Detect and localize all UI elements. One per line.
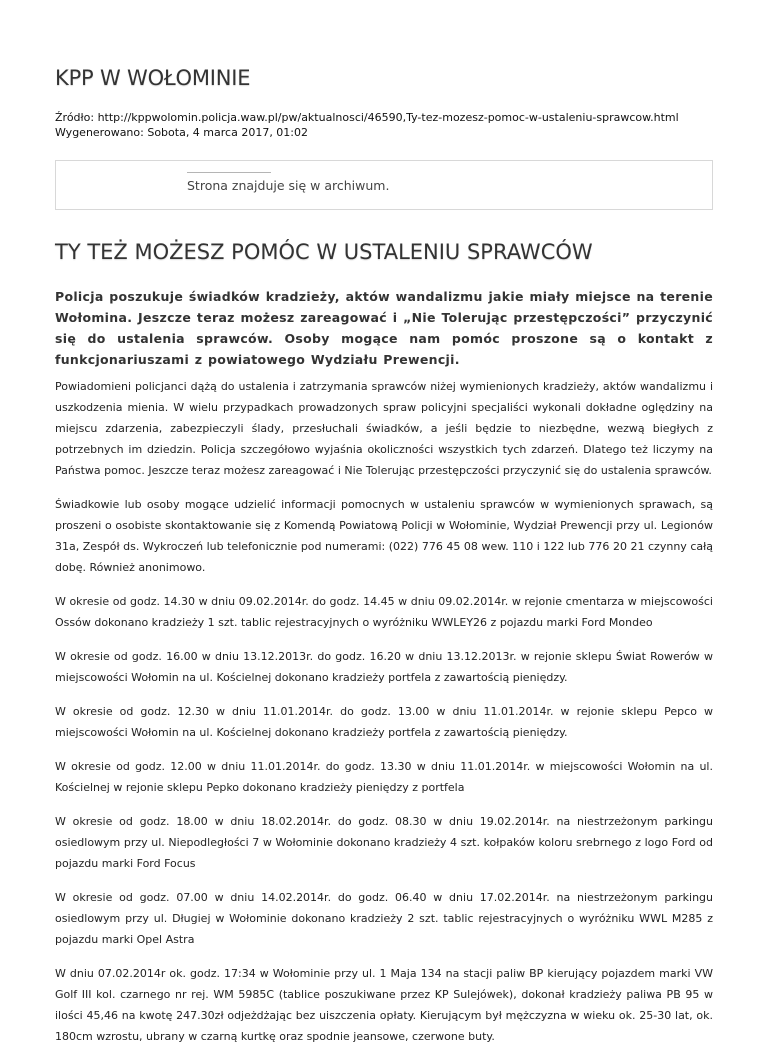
article-paragraph: W okresie od godz. 07.00 w dniu 14.02.2014r. do godz. 06.40 w dniu 17.02.2014r. na niestrzeżonym parkingu osiedlowym przy ul. Długiej w Wołominie dokonano kradzieży 2 szt. tablic rejestracyjnych o wyróżniku WWL M285 z pojazdu marki Opel Astra (55, 891, 713, 946)
article-paragraph: Powiadomieni policjanci dążą do ustalenia i zatrzymania sprawców niżej wymienionych kradzieży, aktów wandalizmu i uszkodzenia mienia. W wielu przypadkach prowadzonych spraw policyjni specjaliści wykonali dokładne oględziny na miejscu zdarzenia, zabezpieczyli ślady, przesłuchali świadków, a jeśli będzie to niezbędne, wezwą biegłych z potrzebnych im dziedzin. Policja szczegółowo wyjaśnia okoliczności wszystkich tych zdarzeń. Dlatego też liczymy na Państwa pomoc. Jeszcze teraz możesz zareagować i Nie Tolerując przestępczości przyczynić się do ustalenia sprawców. (55, 380, 713, 477)
article-paragraph: W dniu 07.02.2014r ok. godz. 17:34 w Wołominie przy ul. 1 Maja 134 na stacji paliw BP kierujący pojazdem marki VW Golf III kol. czarnego nr rej. WM 5985C (tablice poszukiwane przez KP Sulejówek), dokonał kradzieży paliwa PB 95 w ilości 45,46 na kwotę 247.30zł odjeżdżając bez uiszczenia opłaty. Kierującym był mężczyzna w wieku ok. 25-30 lat, ok. 180cm wzrostu, ubrany w czarną kurtkę oraz spodnie jeansowe, czerwone buty. (55, 967, 713, 1043)
article-title: TY TEŻ MOŻESZ POMÓC W USTALENIU SPRAWCÓW (55, 240, 593, 264)
article-lead: Policja poszukuje świadków kradzieży, aktów wandalizmu jakie miały miejsce na terenie Wołomina. Jeszcze teraz możesz zareagować i „Nie Tolerując przestępczości” przyczynić się do ustalenia sprawców. Osoby mogące nam pomóc proszone są o kontakt z funkcjonariuszami z powiatowego Wydziału Prewencji. (55, 289, 713, 367)
source-line: Źródło: http://kppwolomin.policja.waw.pl/pw/aktualnosci/46590,Ty-tez-mozesz-pomoc-w-ustaleniu-sprawcow.html (55, 111, 679, 124)
archive-notice-text: Strona znajduje się w archiwum. (187, 178, 390, 193)
article-paragraph: Świadkowie lub osoby mogące udzielić informacji pomocnych w ustaleniu sprawców w wymienionych sprawach, są proszeni o osobiste skontaktowanie się z Komendą Powiatową Policji w Wołominie, Wydział Prewencji przy ul. Legionów 31a, Zespół ds. Wykroczeń lub telefonicznie pod numerami: (022) 776 45 08 wew. 110 i 122 lub 776 20 21 czynny całą dobę. Również anonimowo. (55, 498, 713, 574)
article-paragraph: W okresie od godz. 12.00 w dniu 11.01.2014r. do godz. 13.30 w dniu 11.01.2014r. w miejscowości Wołomin na ul. Kościelnej w rejonie sklepu Pepko dokonano kradzieży pieniędzy z portfela (55, 760, 713, 794)
generated-line: Wygenerowano: Sobota, 4 marca 2017, 01:02 (55, 126, 309, 139)
archive-divider (187, 172, 271, 173)
archive-notice-box (55, 160, 713, 210)
article-body (55, 376, 713, 1060)
article-paragraph: W okresie od godz. 16.00 w dniu 13.12.2013r. do godz. 16.20 w dniu 13.12.2013r. w rejonie sklepu Świat Rowerów w miejscowości Wołomin na ul. Kościelnej dokonano kradzieży portfela z zawartością pieniędzy. (55, 650, 713, 684)
article-paragraph: W okresie od godz. 14.30 w dniu 09.02.2014r. do godz. 14.45 w dniu 09.02.2014r. w rejonie cmentarza w miejscowości Ossów dokonano kradzieży 1 szt. tablic rejestracyjnych o wyróżniku WWLEY26 z pojazdu marki Ford Mondeo (55, 595, 713, 629)
site-title: KPP W WOŁOMINIE (55, 66, 251, 90)
document-meta (55, 110, 679, 140)
article-paragraph: W okresie od godz. 18.00 w dniu 18.02.2014r. do godz. 08.30 w dniu 19.02.2014r. na niestrzeżonym parkingu osiedlowym przy ul. Niepodległości 7 w Wołominie dokonano kradzieży 4 szt. kołpaków koloru srebrnego z logo Ford od pojazdu marki Ford Focus (55, 815, 713, 870)
article-paragraph: W okresie od godz. 12.30 w dniu 11.01.2014r. do godz. 13.00 w dniu 11.01.2014r. w rejonie sklepu Pepco w miejscowości Wołomin na ul. Kościelnej dokonano kradzieży portfela z zawartością pieniędzy. (55, 705, 713, 739)
